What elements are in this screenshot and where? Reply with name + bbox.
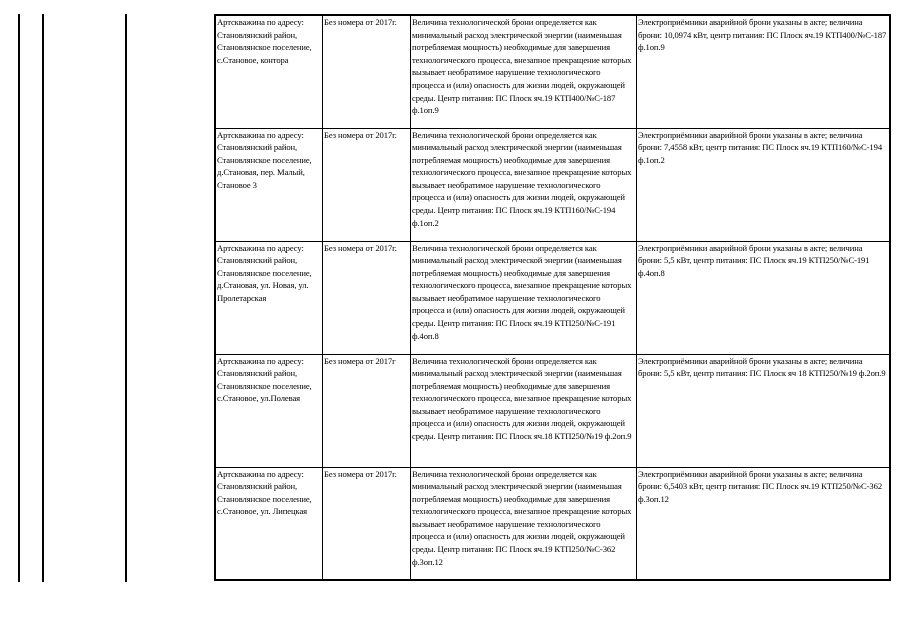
document-cell: Без номера от 2017г. <box>323 467 411 580</box>
note-cell: Электроприёмники аварийной брони указаны в акте; величина брони: 5,5 кВт, центр питания: ПС Плоск яч.19 КТП250/№С-191 ф.4оп.8 <box>637 241 891 354</box>
margin-line-1 <box>18 14 20 582</box>
description-cell: Величина технологической брони определяется как минимальный расход электрической энергии (наименьшая потребляемая мощность) необходимые для завершения технологического процесса, внезапное прекращение которых вызывает необратимое нарушение технологического процесса и (или) опасность для жизни людей, окружающей среды. Центр питания: ПС Плоск яч.18 КТП250/№19 ф.2оп.9 <box>411 354 637 467</box>
description-cell: Величина технологической брони определяется как минимальный расход электрической энергии (наименьшая потребляемая мощность) необходимые для завершения технологического процесса, внезапное прекращение которых вызывает необратимое нарушение технологического процесса и (или) опасность для жизни людей, окружающей среды. Центр питания: ПС Плоск яч.19 КТП250/№С-191 ф.4оп.8 <box>411 241 637 354</box>
address-cell: Артскважина по адресу: Становлянский район, Становлянское поселение, с.Становое, контора <box>215 15 323 128</box>
margin-line-3 <box>125 14 127 582</box>
address-cell: Артскважина по адресу: Становлянский район, Становлянское поселение, д.Становая, ул. Новая, ул. Пролетарская <box>215 241 323 354</box>
note-cell: Электроприёмники аварийной брони указаны в акте; величина брони: 10,0974 кВт, центр питания: ПС Плоск яч.19 КТП400/№С-187 ф.1оп.9 <box>637 15 891 128</box>
note-cell: Электроприёмники аварийной брони указаны в акте; величина брони: 6,5403 кВт, центр питания: ПС Плоск яч.19 КТП250/№С-362 ф.3оп.12 <box>637 467 891 580</box>
note-cell: Электроприёмники аварийной брони указаны в акте; величина брони: 5,5 кВт, центр питания: ПС Плоск яч 18 КТП250/№19 ф.2оп.9 <box>637 354 891 467</box>
table-row <box>215 354 890 467</box>
table-row <box>215 128 890 241</box>
address-cell: Артскважина по адресу: Становлянский район, Становлянское поселение, д.Становая, пер. Малый, Становое 3 <box>215 128 323 241</box>
address-cell: Артскважина по адресу: Становлянский район, Становлянское поселение, с.Становое, ул. Липецкая <box>215 467 323 580</box>
reserve-table <box>214 14 891 581</box>
document-cell: Без номера от 2017г. <box>323 128 411 241</box>
margin-line-2 <box>42 14 44 582</box>
table-row <box>215 467 890 580</box>
document-cell: Без номера от 2017г. <box>323 15 411 128</box>
document-cell: Без номера от 2017г <box>323 354 411 467</box>
description-cell: Величина технологической брони определяется как минимальный расход электрической энергии (наименьшая потребляемая мощность) необходимые для завершения технологического процесса, внезапное прекращение которых вызывает необратимое нарушение технологического процесса и (или) опасность для жизни людей, окружающей среды. Центр питания: ПС Плоск яч.19 КТП160/№С-194 ф.1оп.2 <box>411 128 637 241</box>
document-cell: Без номера от 2017г. <box>323 241 411 354</box>
description-cell: Величина технологической брони определяется как минимальный расход электрической энергии (наименьшая потребляемая мощность) необходимые для завершения технологического процесса, внезапное прекращение которых вызывает необратимое нарушение технологического процесса и (или) опасность для жизни людей, окружающей среды. Центр питания: ПС Плоск яч.19 КТП400/№С-187 ф.1оп.9 <box>411 15 637 128</box>
note-cell: Электроприёмники аварийной брони указаны в акте; величина брони: 7,4558 кВт, центр питания: ПС Плоск яч.19 КТП160/№С-194 ф.1оп.2 <box>637 128 891 241</box>
address-cell: Артскважина по адресу: Становлянский район, Становлянское поселение, с.Становое, ул.Полевая <box>215 354 323 467</box>
table-row <box>215 241 890 354</box>
description-cell: Величина технологической брони определяется как минимальный расход электрической энергии (наименьшая потребляемая мощность) необходимые для завершения технологического процесса, внезапное прекращение которых вызывает необратимое нарушение технологического процесса и (или) опасность для жизни людей, окружающей среды. Центр питания: ПС Плоск яч.19 КТП250/№С-362 ф.3оп.12 <box>411 467 637 580</box>
table-row <box>215 15 890 128</box>
